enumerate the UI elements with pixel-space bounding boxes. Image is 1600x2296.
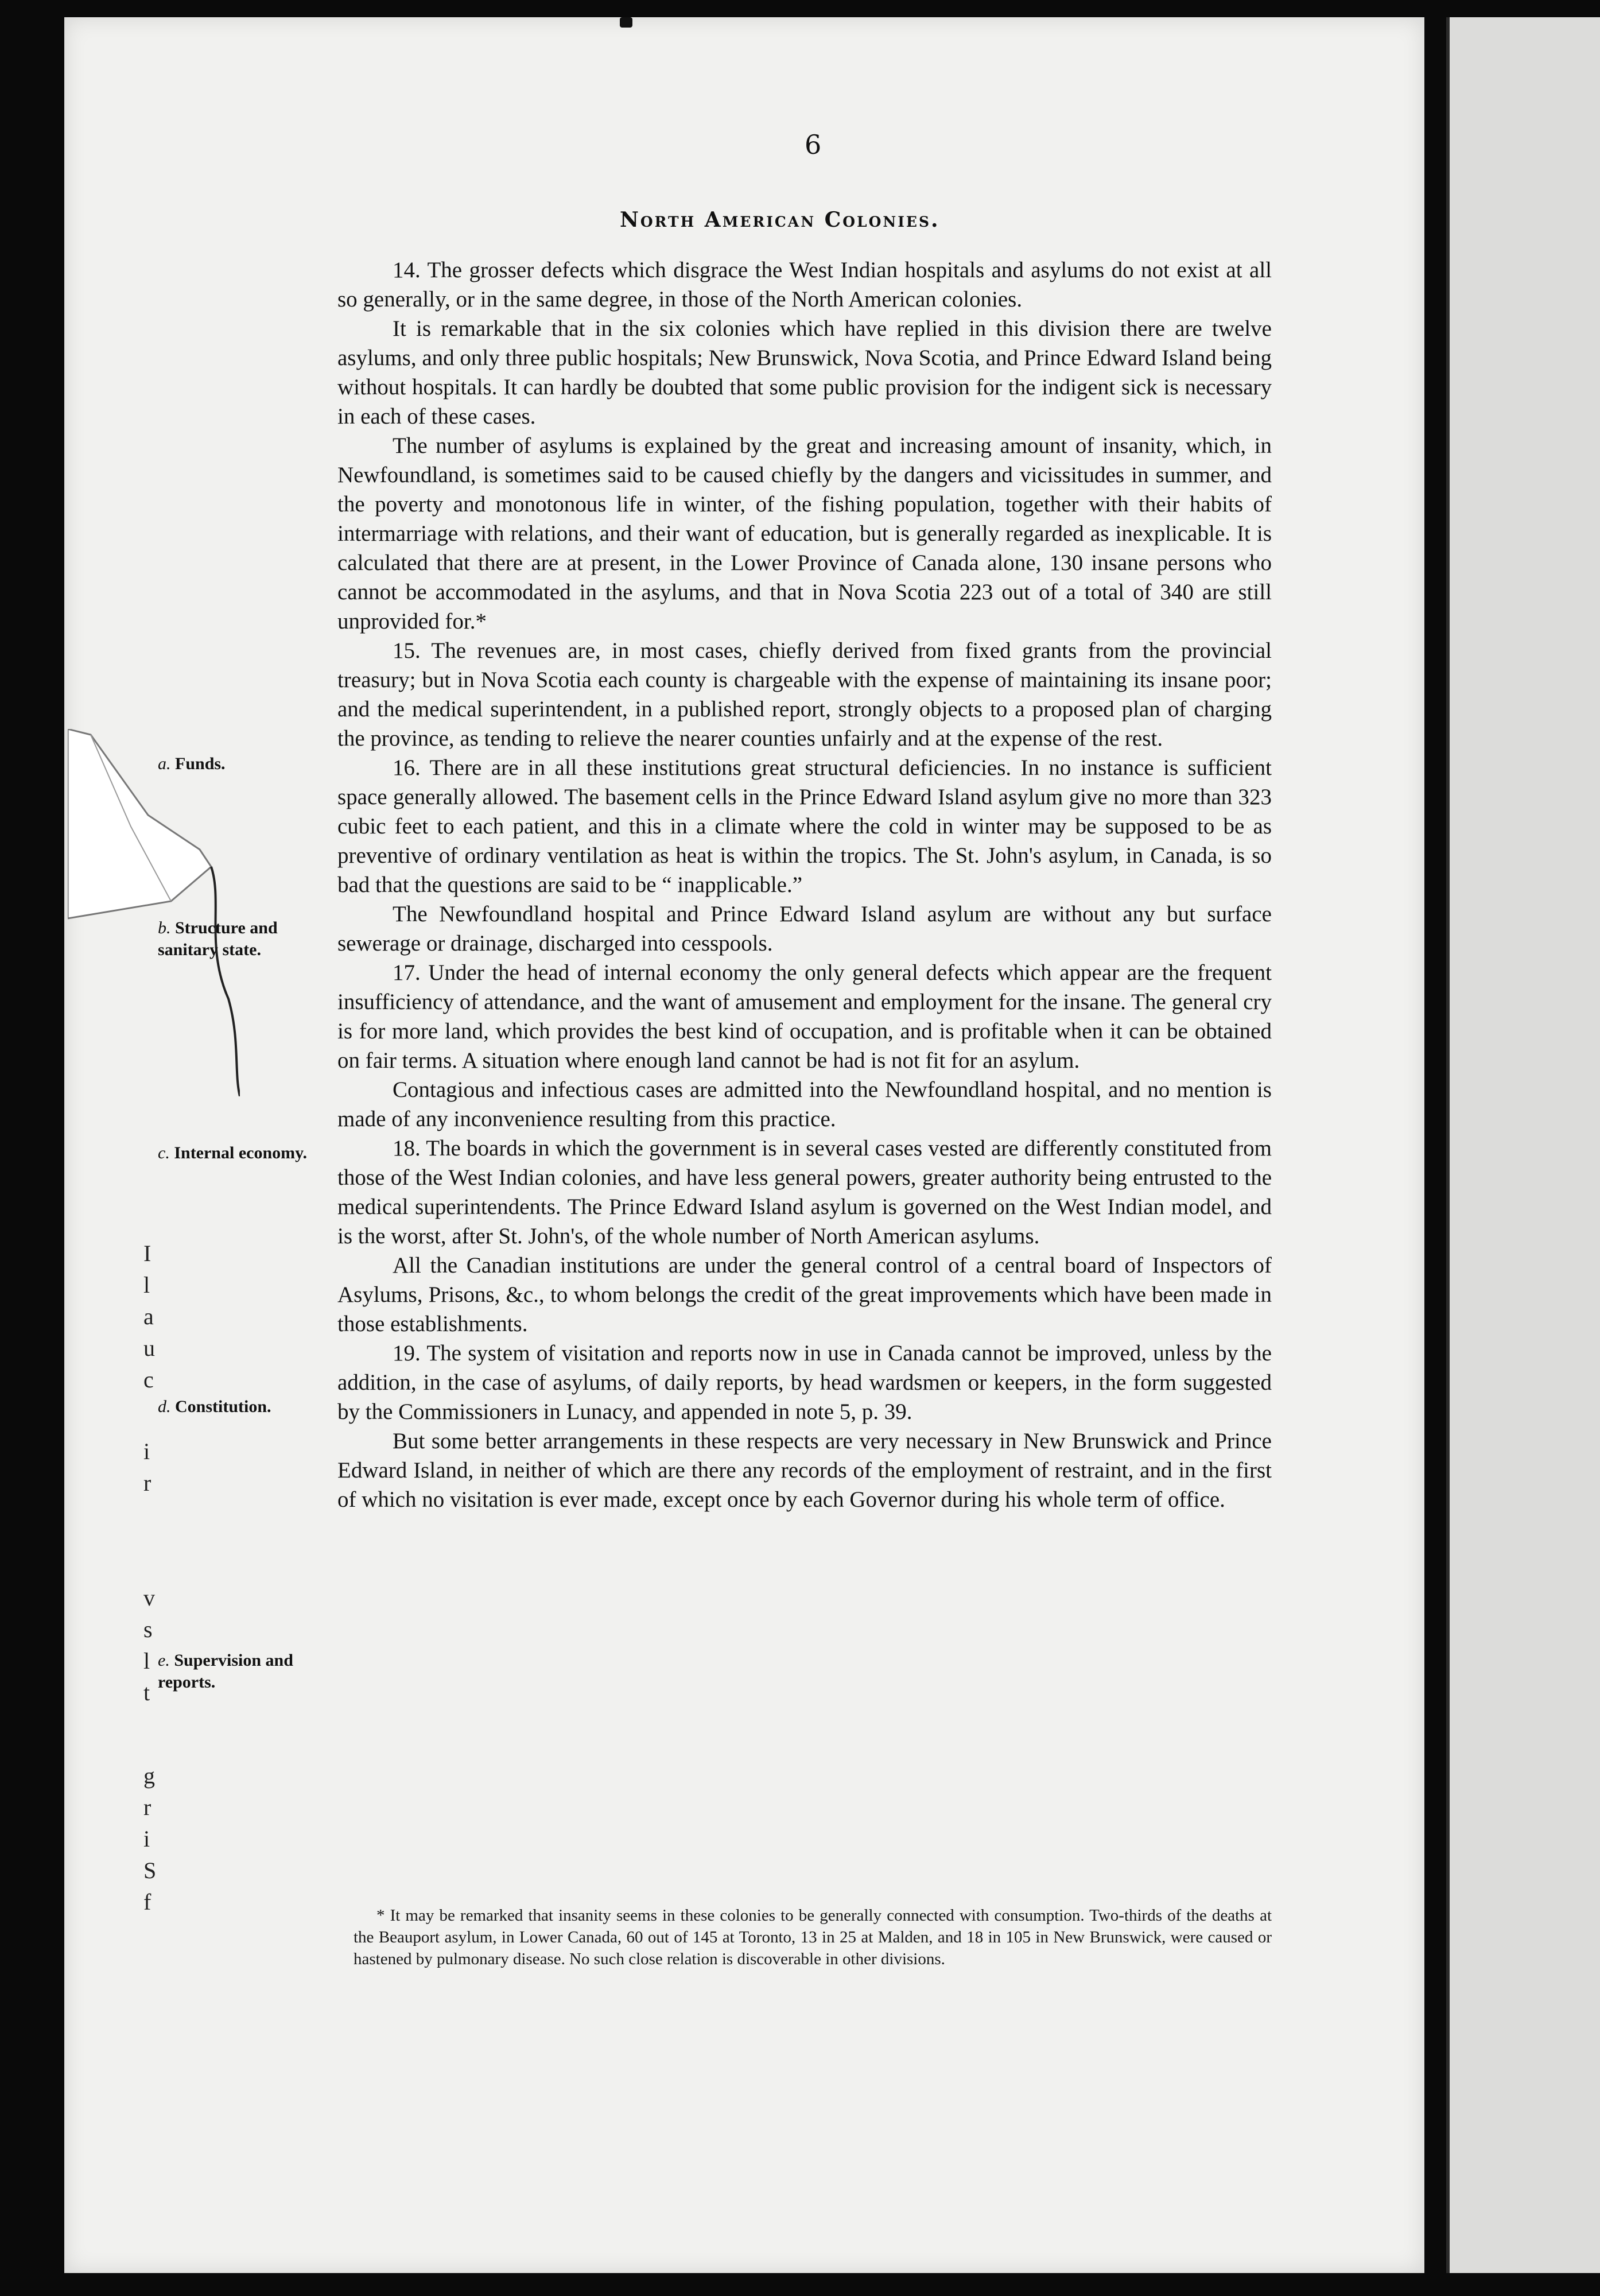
margin-note-label: d. xyxy=(158,1397,171,1416)
paragraph: 17. Under the head of internal economy the only general defects which appear are the frequent insufficiency of attendance, and the want of amusement and employment for the insane. The general cry is for more land, which provides the best kind of occupation, and is profitable when it can be obtained on fair terms. A situation where enough land cannot be had is not fit for an asylum. xyxy=(337,960,1272,1073)
adjacent-fragment: S xyxy=(143,1857,157,1883)
margin-note-internal-economy xyxy=(158,1142,341,1164)
margin-note-label: c. xyxy=(158,1143,170,1162)
paragraph: 18. The boards in which the government is in several cases vested are differently constituted from those of the West Indian colonies, and have less general powers, greater authority being entrusted to the medical superintendents. The Prince Edward Island asylum is governed on the West Indian model, and is the worst, after St. John's, of the whole number of North American asylums. xyxy=(337,1136,1272,1248)
torn-page-corner xyxy=(68,729,240,1096)
margin-note-label: e. xyxy=(158,1651,170,1670)
adjacent-page-strip xyxy=(1446,17,1600,2273)
page-heading: North American Colonies. xyxy=(620,208,940,232)
adjacent-fragment: c xyxy=(143,1367,154,1393)
paragraph: The Newfoundland hospital and Prince Edward Island asylum are without any but surface sewerage or drainage, discharged into cesspools. xyxy=(337,902,1272,956)
margin-note-structure xyxy=(158,917,341,961)
paragraph: All the Canadian institutions are under the general control of a central board of Inspectors of Asylums, Prisons, &c., to whom belongs the credit of the great improvements which have been made in those establishments. xyxy=(337,1253,1272,1336)
paragraph: It is remarkable that in the six colonies which have replied in this division there are twelve asylums, and only three public hospitals; New Brunswick, Nova Scotia, and Prince Edward Island being without hospitals. It can hardly be doubted that some public provision for the indigent sick is necessary in each of these cases. xyxy=(337,316,1272,429)
adjacent-fragment: i xyxy=(143,1826,150,1852)
margin-note-constitution xyxy=(158,1396,341,1418)
adjacent-fragment: g xyxy=(143,1763,155,1789)
margin-note-text: Internal economy. xyxy=(174,1143,307,1162)
body-text xyxy=(337,255,1272,1514)
margin-note-text: Structure and sanitary state. xyxy=(158,918,278,959)
adjacent-fragment: t xyxy=(143,1680,150,1705)
margin-note-text: Constitution. xyxy=(175,1397,271,1416)
page-number: 6 xyxy=(805,129,822,160)
binding-mark xyxy=(620,17,632,28)
adjacent-fragment: l xyxy=(143,1272,150,1298)
adjacent-fragment: r xyxy=(143,1470,152,1496)
adjacent-fragment: s xyxy=(143,1616,153,1642)
adjacent-fragment: u xyxy=(143,1335,155,1361)
adjacent-fragment: l xyxy=(143,1648,150,1674)
margin-note-funds xyxy=(158,753,341,775)
margin-note-label: b. xyxy=(158,918,171,937)
adjacent-fragment: a xyxy=(143,1304,154,1329)
paragraph: 19. The system of visitation and reports now in use in Canada cannot be improved, unless by the addition, in the case of asylums, of daily reports, by head wardsmen or keepers, in the form suggested by the Commissioners in Lunacy, and appended in note 5, p. 39. xyxy=(337,1341,1272,1424)
paragraph: 16. There are in all these institutions great structural deficiencies. In no instance is sufficient space generally allowed. The basement cells in the Prince Edward Island asylum give no more than 323 cubic feet to each patient, and this in a climate where the cold in winter may be supposed to be as preventive of ordinary ventilation as heat is within the tropics. The St. John's asylum, in Canada, is so bad that the questions are said to be “ inapplicable.” xyxy=(337,755,1272,897)
adjacent-fragment: f xyxy=(143,1889,152,1915)
adjacent-fragment: I xyxy=(143,1240,152,1266)
paragraph: Contagious and infectious cases are admitted into the Newfoundland hospital, and no mention is made of any inconvenience resulting from this practice. xyxy=(337,1077,1272,1131)
paragraph: But some better arrangements in these respects are very necessary in New Brunswick and Prince Edward Island, in neither of which are there any records of the employment of restraint, and in the first of which no visitation is ever made, except once by each Governor during his whole term of office. xyxy=(337,1429,1272,1512)
margin-note-text: Funds. xyxy=(175,754,226,773)
paragraph: 15. The revenues are, in most cases, chiefly derived from fixed grants from the provincial treasury; but in Nova Scotia each county is chargeable with the expense of maintaining its insane poor; and the medical superintendent, in a published report, strongly objects to a proposed plan of charging the province, as tending to relieve the nearer counties unfairly and at the expense of the rest. xyxy=(337,638,1272,751)
adjacent-fragment: r xyxy=(143,1794,152,1820)
adjacent-fragment: i xyxy=(143,1438,150,1464)
adjacent-fragment: v xyxy=(143,1585,155,1611)
footnote: * It may be remarked that insanity seems in these colonies to be generally connected with consumption. Two-thirds of the deaths at the Beauport asylum, in Lower Canada, 60 out of 145 at Toronto, 13 in 25 at Malden, and 18 in 105 in New Brunswick, were caused or hastened by pulmonary disease. No such close relation is discoverable in other divisions. xyxy=(354,1906,1272,1968)
margin-note-supervision xyxy=(158,1650,341,1693)
margin-note-label: a. xyxy=(158,754,171,773)
page-gutter-edge xyxy=(1446,17,1450,2273)
paragraph: 14. The grosser defects which disgrace the West Indian hospitals and asylums do not exist at all so generally, or in the same degree, in those of the North American colonies. xyxy=(337,258,1272,312)
paragraph: The number of asylums is explained by the great and increasing amount of insanity, which, in Newfoundland, is sometimes said to be caused chiefly by the dangers and vicissitudes in summer, and the poverty and monotonous life in winter, of the fishing population, together with their habits of intermarriage with relations, and their want of education, but is generally regarded as inexplicable. It is calculated that there are at present, in the Lower Province of Canada alone, 130 insane persons who cannot be accommodated in the asylums, and that in Nova Scotia 223 out of a total of 340 are still unprovided for.* xyxy=(337,433,1272,634)
margin-note-text: Supervision and reports. xyxy=(158,1651,293,1692)
